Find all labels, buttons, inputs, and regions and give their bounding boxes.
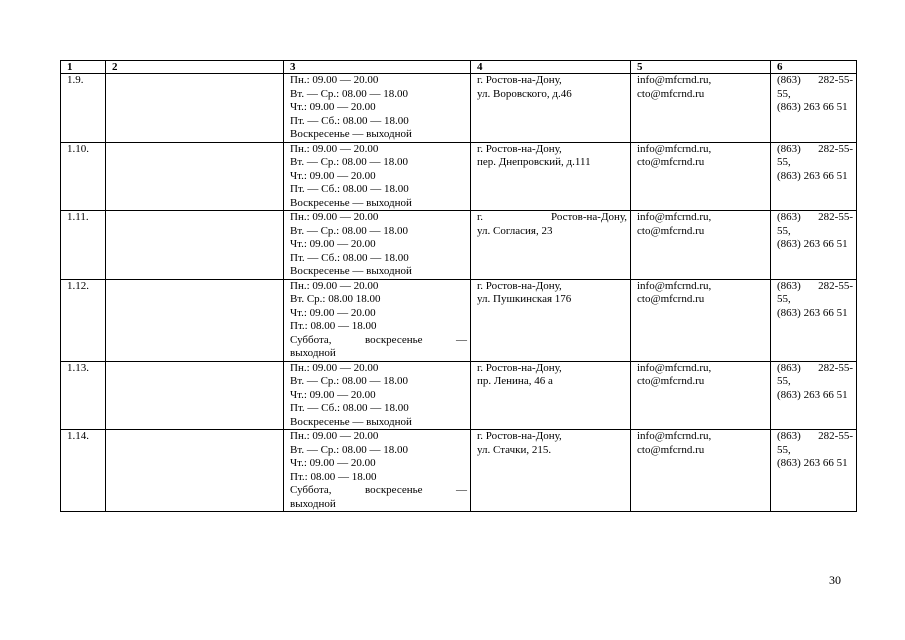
phone-line: (863) 282-55- — [777, 211, 853, 223]
empty-cell — [106, 361, 284, 430]
phone-line: 55, — [777, 87, 791, 100]
email-line: info@mfcrnd.ru, — [637, 211, 712, 223]
working-hours-line: выходной — [290, 347, 336, 359]
email-line: info@mfcrnd.ru, — [637, 74, 712, 86]
working-hours-line: Вт. — Ср.: 08.00 — 18.00 — [290, 443, 408, 456]
working-hours-line: Чт.: 09.00 — 20.00 — [290, 457, 376, 469]
working-hours-line: Вт. — Ср.: 08.00 — 18.00 — [290, 224, 408, 237]
address-line: г. Ростов-на-Дону, — [477, 279, 562, 292]
page-number: 30 — [829, 573, 841, 587]
working-hours-cell — [284, 279, 471, 361]
working-hours-line: Чт.: 09.00 — 20.00 — [290, 306, 376, 319]
phone-line: (863) 263 66 51 — [777, 457, 848, 469]
empty-cell — [106, 430, 284, 512]
empty-cell — [106, 142, 284, 211]
phone-line: (863) 263 66 51 — [777, 388, 848, 401]
email-line: info@mfcrnd.ru, — [637, 430, 712, 442]
email-line: info@mfcrnd.ru, — [637, 142, 712, 155]
working-hours-cell — [284, 430, 471, 512]
working-hours-line: Чт.: 09.00 — 20.00 — [290, 169, 376, 182]
email-line: info@mfcrnd.ru, — [637, 279, 712, 292]
working-hours-line: Чт.: 09.00 — 20.00 — [290, 238, 376, 250]
address-line: ул. Согласия, 23 — [477, 224, 553, 237]
working-hours-line: Пт. — Сб.: 08.00 — 18.00 — [290, 251, 409, 264]
row-number-cell: 1.12. — [61, 279, 106, 361]
address-line: ул. Стачки, 215. — [477, 443, 552, 456]
working-hours-line: Чт.: 09.00 — 20.00 — [290, 388, 376, 401]
working-hours-line: Пн.: 09.00 — 20.00 — [290, 361, 379, 374]
table-row — [61, 279, 857, 361]
address-line: г. Ростов-на-Дону, — [477, 361, 562, 374]
address-line: г. Ростов-на-Дону, — [477, 74, 562, 86]
column-header-2: 2 — [106, 61, 284, 74]
phone-line: (863) 263 66 51 — [777, 306, 848, 319]
address-line: ул. Воровского, д.46 — [477, 87, 572, 100]
column-header-5: 5 — [631, 61, 771, 74]
phone-line: (863) 263 66 51 — [777, 101, 848, 113]
working-hours-line: Вт. — Ср.: 08.00 — 18.00 — [290, 87, 408, 100]
working-hours-line: Пт. — Сб.: 08.00 — 18.00 — [290, 402, 409, 414]
phone-cell — [771, 279, 857, 361]
empty-cell — [106, 279, 284, 361]
address-cell — [471, 211, 631, 280]
working-hours-line: Воскресенье — выходной — [290, 128, 412, 140]
address-line: г. Ростов-на-Дону, — [477, 142, 562, 155]
working-hours-line: Пн.: 09.00 — 20.00 — [290, 279, 379, 292]
email-line: cto@mfcrnd.ru — [637, 156, 705, 168]
working-hours-line: Пн.: 09.00 — 20.00 — [290, 74, 379, 86]
working-hours-line: Пн.: 09.00 — 20.00 — [290, 142, 379, 155]
email-line: cto@mfcrnd.ru — [637, 87, 705, 100]
phone-line: (863) 282-55- — [777, 279, 853, 292]
empty-cell — [106, 74, 284, 143]
working-hours-line: Пн.: 09.00 — 20.00 — [290, 430, 379, 442]
address-cell — [471, 74, 631, 143]
working-hours-line: Воскресенье — выходной — [290, 196, 412, 209]
email-line: info@mfcrnd.ru, — [637, 361, 712, 374]
address-line: г. Ростов-на-Дону, — [477, 430, 562, 442]
address-cell — [471, 279, 631, 361]
column-header-1: 1 — [61, 61, 106, 74]
working-hours-line: Пн.: 09.00 — 20.00 — [290, 211, 379, 223]
phone-line: (863) 282-55- — [777, 74, 853, 86]
phone-line: (863) 263 66 51 — [777, 238, 848, 250]
table-row — [61, 142, 857, 211]
phone-cell — [771, 74, 857, 143]
email-cell — [631, 361, 771, 430]
address-cell — [471, 142, 631, 211]
table-row — [61, 74, 857, 143]
email-line: cto@mfcrnd.ru — [637, 443, 705, 456]
phone-cell — [771, 361, 857, 430]
phone-line: (863) 263 66 51 — [777, 169, 848, 182]
row-number-cell: 1.9. — [61, 74, 106, 143]
email-cell — [631, 142, 771, 211]
working-hours-line: Пт.: 08.00 — 18.00 — [290, 320, 377, 332]
working-hours-line: Вт. — Ср.: 08.00 — 18.00 — [290, 375, 408, 387]
phone-line: 55, — [777, 443, 791, 456]
email-cell — [631, 430, 771, 512]
email-line: cto@mfcrnd.ru — [637, 375, 705, 387]
email-line: cto@mfcrnd.ru — [637, 293, 705, 305]
table-header-row — [61, 61, 857, 74]
column-header-4: 4 — [471, 61, 631, 74]
working-hours-line: Воскресенье — выходной — [290, 415, 412, 428]
column-header-6: 6 — [771, 61, 857, 74]
working-hours-line: Суббота, воскресенье — — [290, 333, 467, 346]
phone-cell — [771, 430, 857, 512]
working-hours-cell — [284, 142, 471, 211]
working-hours-line: Чт.: 09.00 — 20.00 — [290, 101, 376, 113]
working-hours-cell — [284, 74, 471, 143]
row-number-cell: 1.11. — [61, 211, 106, 280]
email-line: cto@mfcrnd.ru — [637, 224, 705, 237]
working-hours-cell — [284, 361, 471, 430]
phone-line: (863) 282-55- — [777, 142, 853, 155]
phone-line: 55, — [777, 156, 791, 168]
working-hours-line: Воскресенье — выходной — [290, 265, 412, 277]
row-number-cell: 1.13. — [61, 361, 106, 430]
email-cell — [631, 279, 771, 361]
address-line: пр. Ленина, 46 а — [477, 375, 553, 387]
phone-cell — [771, 211, 857, 280]
working-hours-line: выходной — [290, 497, 336, 510]
row-number-cell: 1.10. — [61, 142, 106, 211]
address-line: ул. Пушкинская 176 — [477, 293, 572, 305]
table-row — [61, 211, 857, 280]
working-hours-line: Пт.: 08.00 — 18.00 — [290, 470, 377, 483]
working-hours-line: Пт. — Сб.: 08.00 — 18.00 — [290, 114, 409, 127]
working-hours-line: Пт. — Сб.: 08.00 — 18.00 — [290, 183, 409, 195]
table-row — [61, 361, 857, 430]
email-cell — [631, 211, 771, 280]
column-header-3: 3 — [284, 61, 471, 74]
address-line: г. Ростов-на-Дону, — [477, 211, 627, 223]
working-hours-line: Вт. — Ср.: 08.00 — 18.00 — [290, 156, 408, 168]
phone-line: 55, — [777, 375, 791, 387]
phone-cell — [771, 142, 857, 211]
working-hours-cell — [284, 211, 471, 280]
table-body — [61, 74, 857, 512]
working-hours-line: Вт. Ср.: 08.00 18.00 — [290, 293, 381, 305]
phone-line: (863) 282-55- — [777, 430, 853, 442]
phone-line: (863) 282-55- — [777, 361, 853, 374]
phone-line: 55, — [777, 293, 791, 305]
address-line: пер. Днепровский, д.111 — [477, 156, 591, 168]
working-hours-line: Суббота, воскресенье — — [290, 484, 467, 496]
phone-line: 55, — [777, 224, 791, 237]
schedule-table — [60, 60, 857, 512]
empty-cell — [106, 211, 284, 280]
email-cell — [631, 74, 771, 143]
row-number-cell: 1.14. — [61, 430, 106, 512]
address-cell — [471, 361, 631, 430]
table-row — [61, 430, 857, 512]
address-cell — [471, 430, 631, 512]
